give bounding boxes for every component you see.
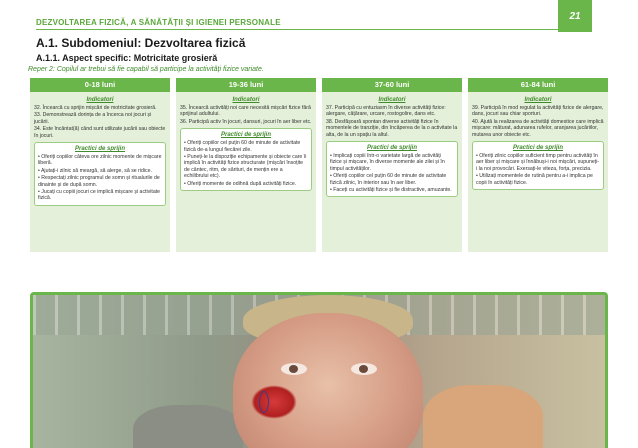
- indicator-item: 40. Ajută la realizarea de activități domestice care implică mișcare: măturat, adunarea rufelor, aranjarea jucăriilor, mutarea unor obiecte etc.: [472, 118, 604, 138]
- column-0-18: [30, 78, 170, 252]
- subdomain-title: A.1. Subdomeniul: Dezvoltarea fizică: [36, 36, 246, 50]
- practice-item: • Implicați copiii într-o varietate largă de activități fizice și mișcare, în diverse momente ale zilei și în timpul activităților.: [330, 153, 445, 172]
- column-37-60: [322, 78, 462, 252]
- practici-box: [34, 142, 166, 206]
- column-header: 0-18 luni: [30, 78, 170, 92]
- indicator-item: 32. Încearcă cu sprijin mișcări de motricitate grosieră.: [34, 105, 157, 111]
- practice-item: • Oferiți zilnic copiilor suficient timp pentru activități în aer liber și mișcare și înnăbuși-i noi mișcări, supuneți-i la noi provocări. Exersați-le viteza, forța, precizia.: [476, 153, 600, 172]
- practice-item: • Oferiți copiilor cel puțin 60 de minute de activitate fizică de-a lungul fiecărei zile.: [184, 140, 301, 153]
- practice-item: • Oferiți copiilor câteva ore zilnic momente de mișcare liberă.: [38, 154, 162, 167]
- background-figure: [423, 385, 543, 448]
- column-header: 61-84 luni: [468, 78, 608, 92]
- column-body: [176, 92, 316, 252]
- practici-box: [180, 128, 312, 191]
- face-paint-outline: [259, 391, 269, 413]
- indicator-item: 35. Încearcă activități noi care necesită mișcări fizice fără sprijinul adultului.: [180, 105, 311, 118]
- indicator-item: 39. Participă în mod regulat la activități fizice de alergare, dans, jocuri sau chiar sporturi.: [472, 105, 604, 118]
- reper-text: Copilul ar trebui să fie capabil să participe la activități fizice variate.: [56, 66, 264, 73]
- indicatori-title: Indicatori: [378, 97, 406, 103]
- reper-line: [28, 66, 264, 73]
- photo-frame: [30, 292, 608, 448]
- practici-title: Practici de sprijin: [220, 132, 272, 139]
- practice-item: • Faceți cu activități fizice și fie distractive, amuzante.: [330, 187, 452, 194]
- indicatori-title: Indicatori: [86, 97, 114, 103]
- indicator-item: 37. Participă cu entuziasm în diverse activități fizice: alergare, cățărare, urcare, rostogolire, dans etc.: [326, 105, 446, 118]
- indicator-item: 33. Demonstrează dorința de a încerca noi jocuri și jucării.: [34, 112, 152, 125]
- column-body: [322, 92, 462, 252]
- practici-title: Practici de sprijin: [74, 146, 126, 153]
- child-eye: [281, 363, 307, 375]
- indicator-item: 38. Desfășoară spontan diverse activități fizice în momentele de tranziție, din încăperea de la o activitate la alta, de la un spațiu la altul.: [326, 118, 458, 138]
- indicator-item: 36. Participă activ în jocuri, dansuri, jocuri în aer liber etc.: [180, 118, 312, 125]
- column-body: [468, 92, 608, 252]
- column-19-36: [176, 78, 316, 252]
- age-columns: [30, 78, 608, 252]
- indicatori-title: Indicatori: [232, 97, 260, 103]
- background-figure: [133, 405, 243, 448]
- indicatori-title: Indicatori: [524, 97, 552, 103]
- chapter-title: DEZVOLTAREA FIZICĂ, A SĂNĂTĂȚII ȘI IGIENEI PERSONALE: [36, 18, 281, 27]
- practici-box: [472, 141, 604, 190]
- column-body: [30, 92, 170, 252]
- face-paint: [251, 385, 297, 419]
- practice-item: • Puneți-le la dispoziție echipamente și obiecte care îi implică în activități fizice structurate (mișcări însoțite de cântec, ritm, de sărituri, de mențin ere a echilibrului etc).: [184, 154, 307, 180]
- practice-item: • Oferiți copiilor cel puțin 60 de minute de activitate fizică zilnic, în interior sau în aer liber.: [330, 173, 447, 186]
- practici-title: Practici de sprijin: [512, 145, 564, 152]
- child-eye: [351, 363, 377, 375]
- practice-item: • Ajutați-i zilnic să meargă, să alerge, să se ridice.: [38, 167, 152, 174]
- indicator-item: 34. Este încântat(ă) când sunt utilizate jucării sau obiecte în jocuri.: [34, 126, 166, 139]
- aspect-title: A.1.1. Aspect specific: Motricitate grosieră: [36, 53, 218, 63]
- child-face-paint-photo: [33, 295, 605, 448]
- column-61-84: [468, 78, 608, 252]
- practice-item: • Respectați zilnic programul de somn și ritualurile de dinainte și de după somn.: [38, 175, 160, 188]
- child-face: [233, 313, 423, 448]
- column-header: 19-36 luni: [176, 78, 316, 92]
- practici-box: [326, 141, 458, 197]
- practice-item: • Jucați cu copiii jocuri ce implică mișcare și activitate fizică.: [38, 189, 161, 202]
- page-number: 21: [558, 0, 592, 32]
- practice-item: • Utilizați momentele de rutină pentru a-i implica pe copii în activități fizice.: [476, 173, 593, 186]
- practici-title: Practici de sprijin: [366, 145, 418, 152]
- reper-label: Reper 2:: [28, 66, 55, 73]
- header-divider: [36, 29, 558, 30]
- column-header: 37-60 luni: [322, 78, 462, 92]
- practice-item: • Oferiți momente de odihnă după activități fizice.: [184, 180, 297, 187]
